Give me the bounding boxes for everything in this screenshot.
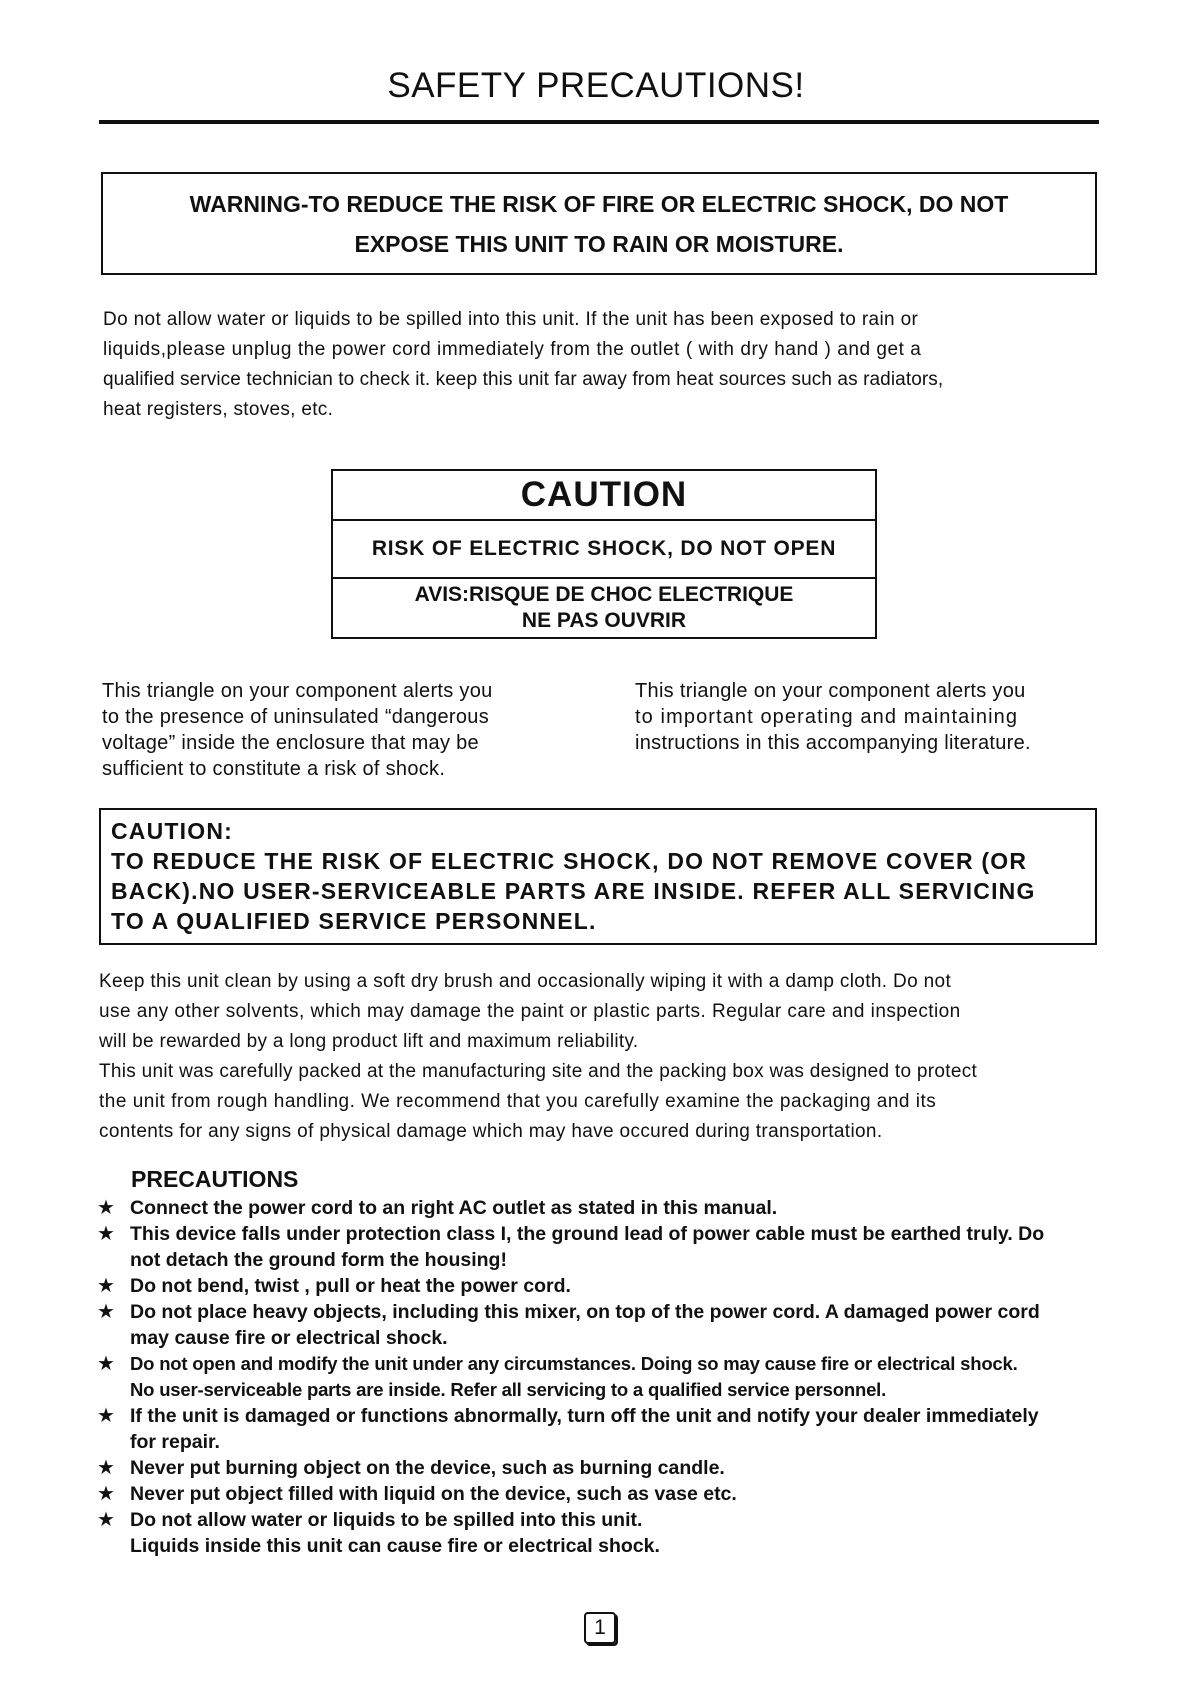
item-text: Do not bend, twist , pull or heat the power cord.: [130, 1275, 571, 1297]
item-text: Never put burning object on the device, such as burning candle.: [130, 1457, 725, 1479]
water-paragraph: [103, 305, 1093, 425]
paragraph-line: This unit was carefully packed at the manufacturing site and the packing box was designed to protect: [99, 1061, 978, 1082]
star-icon: ★: [97, 1457, 115, 1479]
warning-line: EXPOSE THIS UNIT TO RAIN OR MOISTURE.: [354, 230, 844, 257]
paragraph-line: heat registers, stoves, etc.: [103, 399, 334, 420]
precautions-heading: PRECAUTIONS: [131, 1166, 299, 1192]
paragraph-line: contents for any signs of physical damage which may have occured during transportation.: [99, 1121, 883, 1142]
caution-box-line: CAUTION:: [111, 818, 234, 844]
paragraph-line: liquids,please unplug the power cord immediately from the outlet ( with dry hand ) and get a: [103, 339, 922, 360]
caution-box-line: BACK).NO USER-SERVICEABLE PARTS ARE INSIDE. REFER ALL SERVICING: [111, 878, 1036, 904]
list-item: [97, 1481, 1107, 1507]
paragraph-line: Do not allow water or liquids to be spilled into this unit. If the unit has been exposed to rain or: [103, 309, 919, 330]
paragraph-line: will be rewarded by a long product lift and maximum reliability.: [99, 1031, 639, 1052]
item-text: for repair.: [130, 1431, 220, 1453]
caution-heading: CAUTION: [333, 471, 875, 521]
caution-french-line: NE PAS OUVRIR: [521, 609, 687, 632]
item-text: Connect the power cord to an right AC outlet as stated in this manual.: [130, 1197, 778, 1219]
star-icon: ★: [97, 1197, 115, 1219]
title-divider: [99, 120, 1099, 124]
caution-french-text: [333, 579, 875, 637]
paragraph-line: the unit from rough handling. We recommend that you carefully examine the packaging and its: [99, 1091, 937, 1112]
triangle-right-text: [635, 678, 1105, 756]
care-paragraph: [99, 967, 1099, 1147]
item-text: Never put object filled with liquid on the device, such as vase etc.: [130, 1483, 737, 1505]
item-text: Do not open and modify the unit under any circumstances. Doing so may cause fire or electrical shock.: [130, 1353, 1018, 1374]
item-text: If the unit is damaged or functions abnormally, turn off the unit and notify your dealer immediately: [130, 1405, 1039, 1427]
page-number: 1: [584, 1612, 616, 1644]
text-line: instructions in this accompanying literature.: [635, 732, 1031, 754]
item-text: This device falls under protection class I, the ground lead of power cable must be earthed truly. Do: [130, 1223, 1045, 1245]
star-icon: ★: [97, 1301, 115, 1323]
caution-risk-text: RISK OF ELECTRIC SHOCK, DO NOT OPEN: [333, 521, 875, 579]
list-item: [97, 1507, 1107, 1559]
caution-label-table: [331, 469, 877, 639]
text-line: This triangle on your component alerts you: [635, 680, 1026, 702]
star-icon: ★: [97, 1275, 115, 1297]
star-icon: ★: [97, 1483, 115, 1505]
paragraph-line: use any other solvents, which may damage the paint or plastic parts. Regular care and inspection: [99, 1001, 961, 1022]
list-item: [97, 1299, 1107, 1351]
caution-box-line: TO REDUCE THE RISK OF ELECTRIC SHOCK, DO NOT REMOVE COVER (OR: [111, 848, 1028, 874]
text-line: to important operating and maintaining: [635, 706, 1019, 728]
warning-line: WARNING-TO REDUCE THE RISK OF FIRE OR ELECTRIC SHOCK, DO NOT: [189, 190, 1009, 217]
caution-french-line: AVIS:RISQUE DE CHOC ELECTRIQUE: [414, 583, 794, 606]
item-text: may cause fire or electrical shock.: [130, 1327, 448, 1349]
item-text: No user-serviceable parts are inside. Refer all servicing to a qualified service personnel.: [130, 1379, 887, 1400]
paragraph-line: Keep this unit clean by using a soft dry brush and occasionally wiping it with a damp cloth. Do not: [99, 971, 952, 992]
list-item: [97, 1221, 1107, 1273]
text-line: to the presence of uninsulated “dangerous: [102, 706, 490, 728]
paragraph-line: qualified service technician to check it. keep this unit far away from heat sources such as radiators,: [103, 369, 944, 390]
list-item: [97, 1195, 1107, 1221]
item-text: Do not allow water or liquids to be spilled into this unit.: [130, 1509, 643, 1531]
item-text: Do not place heavy objects, including this mixer, on top of the power cord. A damaged power cord: [130, 1301, 1040, 1323]
caution-box-line: TO A QUALIFIED SERVICE PERSONNEL.: [111, 908, 597, 934]
star-icon: ★: [97, 1509, 115, 1531]
list-item: [97, 1273, 1107, 1299]
triangle-left-text: [102, 678, 572, 782]
list-item: [97, 1351, 1107, 1403]
precautions-list: [97, 1195, 1107, 1559]
star-icon: ★: [97, 1223, 115, 1245]
text-line: This triangle on your component alerts you: [102, 680, 493, 702]
list-item: [97, 1403, 1107, 1455]
item-text: not detach the ground form the housing!: [130, 1249, 507, 1271]
page-title: SAFETY PRECAUTIONS!: [387, 66, 805, 105]
caution-box: [99, 808, 1097, 945]
item-text: Liquids inside this unit can cause fire or electrical shock.: [130, 1535, 660, 1557]
warning-box: [101, 172, 1097, 275]
text-line: sufficient to constitute a risk of shock.: [102, 758, 446, 780]
list-item: [97, 1455, 1107, 1481]
text-line: voltage” inside the enclosure that may be: [102, 732, 479, 754]
star-icon: ★: [97, 1353, 115, 1375]
star-icon: ★: [97, 1405, 115, 1427]
